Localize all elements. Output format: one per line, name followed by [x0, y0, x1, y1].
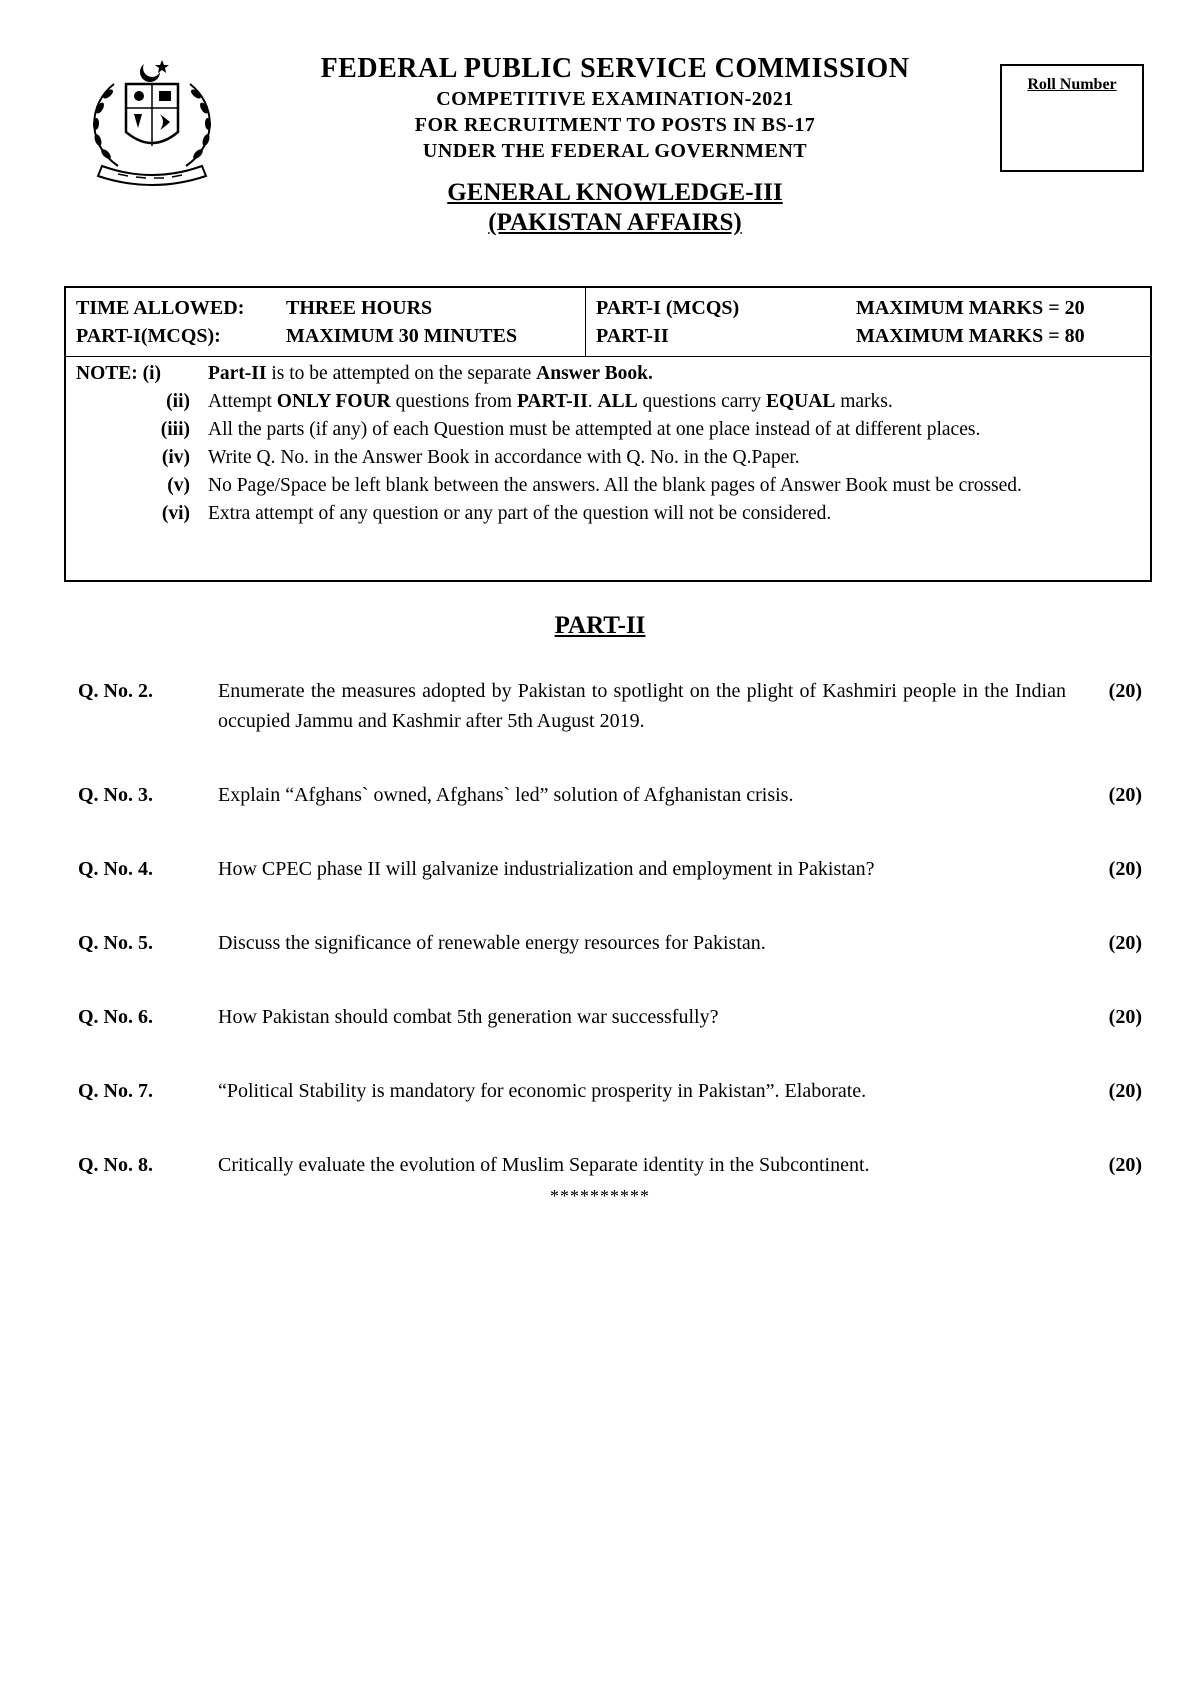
time-cell — [66, 288, 586, 356]
note-text-part: questions carry — [637, 391, 766, 412]
question-row — [78, 854, 1142, 884]
mcq-time-label: PART-I(MCQS): — [76, 325, 221, 347]
note-text-part: . — [587, 391, 598, 412]
note-text: No Page/Space be left blank between the answers. All the blank pages of Answer Book must be crossed. — [208, 475, 1022, 496]
note-item — [76, 388, 1140, 416]
time-marks-row — [66, 288, 1150, 357]
marks-cell — [586, 288, 1150, 356]
note-number — [76, 416, 208, 444]
question-text: “Political Stability is mandatory for economic prosperity in Pakistan”. Elaborate. — [218, 1080, 867, 1102]
note-heading: NOTE: — [76, 363, 138, 384]
note-text-part: marks. — [835, 391, 893, 412]
question-number: Q. No. 3. — [78, 784, 153, 806]
question-text: Explain “Afghans` owned, Afghans` led” solution of Afghanistan crisis. — [218, 784, 794, 806]
end-marker: ********** — [550, 1186, 650, 1206]
question-number: Q. No. 2. — [78, 680, 153, 702]
question-marks: (20) — [1108, 858, 1142, 880]
note-num-1: (i) — [142, 363, 162, 384]
note-text — [208, 388, 1140, 416]
subject-subtitle: (PAKISTAN AFFAIRS) — [488, 209, 742, 236]
mcq-time-value: MAXIMUM 30 MINUTES — [286, 325, 518, 347]
notes-section — [66, 357, 1150, 528]
roll-number-box[interactable] — [1000, 64, 1144, 172]
roll-number-label: Roll Number — [1027, 76, 1117, 93]
note-text: Extra attempt of any question or any part of the question will not be considered. — [208, 503, 832, 524]
question-marks: (20) — [1108, 784, 1142, 806]
note-number — [76, 388, 208, 416]
question-marks: (20) — [1108, 680, 1142, 702]
note-num-6: (vi) — [161, 503, 190, 524]
note-bold: Part-II — [208, 363, 267, 384]
note-bold: ONLY FOUR — [276, 391, 391, 412]
time-allowed-label: TIME ALLOWED: — [76, 297, 245, 319]
question-marks: (20) — [1108, 1080, 1142, 1102]
question-number: Q. No. 8. — [78, 1154, 153, 1176]
note-text — [208, 360, 1140, 388]
note-text-part: Attempt — [208, 391, 277, 412]
question-number: Q. No. 5. — [78, 932, 153, 954]
question-number: Q. No. 6. — [78, 1006, 153, 1028]
questions-list — [78, 676, 1142, 1224]
note-number — [76, 472, 208, 500]
question-marks: (20) — [1108, 1006, 1142, 1028]
note-bold: ALL — [597, 391, 638, 412]
note-num-3: (iii) — [160, 419, 190, 440]
time-allowed-value: THREE HOURS — [286, 297, 433, 319]
subject-title: GENERAL KNOWLEDGE-III — [447, 179, 783, 206]
note-text: Write Q. No. in the Answer Book in accordance with Q. No. in the Q.Paper. — [208, 447, 800, 468]
question-row — [78, 1076, 1142, 1106]
part2-marks: MAXIMUM MARKS = 80 — [856, 325, 1085, 347]
note-number — [76, 500, 208, 528]
question-row — [78, 928, 1142, 958]
question-row — [78, 1002, 1142, 1032]
question-number: Q. No. 7. — [78, 1080, 153, 1102]
question-text: How CPEC phase II will galvanize industrialization and employment in Pakistan? — [218, 858, 875, 880]
question-text: How Pakistan should combat 5th generation war successfully? — [218, 1006, 719, 1028]
note-text: All the parts (if any) of each Question must be attempted at one place instead of at different places. — [208, 419, 981, 440]
question-row — [78, 676, 1142, 736]
note-item — [76, 500, 1140, 528]
note-num-2: (ii) — [166, 391, 190, 412]
note-bold: PART-II — [516, 391, 588, 412]
note-bold: Answer Book. — [536, 363, 653, 384]
part2-label: PART-II — [596, 325, 669, 347]
note-item — [76, 416, 1140, 444]
question-row — [78, 780, 1142, 810]
note-num-5: (v) — [167, 475, 190, 496]
part1-label: PART-I (MCQS) — [596, 297, 740, 319]
question-marks: (20) — [1108, 1154, 1142, 1176]
question-marks: (20) — [1108, 932, 1142, 954]
question-text: Discuss the significance of renewable energy resources for Pakistan. — [218, 932, 766, 954]
instructions-table — [64, 286, 1152, 582]
question-row — [78, 1150, 1142, 1180]
note-text-part: questions from — [390, 391, 517, 412]
note-bold: EQUAL — [766, 391, 836, 412]
part-title: PART-II — [554, 612, 646, 639]
question-text: Critically evaluate the evolution of Muslim Separate identity in the Subcontinent. — [218, 1154, 870, 1176]
note-text-part: is to be attempted on the separate — [266, 363, 537, 384]
note-number — [76, 360, 208, 388]
exam-name: COMPETITIVE EXAMINATION-2021 — [436, 88, 794, 110]
note-item — [76, 472, 1140, 500]
question-number: Q. No. 4. — [78, 858, 153, 880]
note-number — [76, 444, 208, 472]
government-line: UNDER THE FEDERAL GOVERNMENT — [422, 140, 808, 162]
note-item — [76, 444, 1140, 472]
note-item — [76, 360, 1140, 388]
question-text: Enumerate the measures adopted by Pakistan to spotlight on the plight of Kashmiri people in the Indian occupied Jammu and Kashmir after 5th August 2019. — [218, 680, 1066, 732]
note-num-4: (iv) — [161, 447, 190, 468]
part1-marks: MAXIMUM MARKS = 20 — [856, 297, 1085, 319]
recruitment-line: FOR RECRUITMENT TO POSTS IN BS-17 — [414, 114, 816, 136]
organization-name: FEDERAL PUBLIC SERVICE COMMISSION — [320, 53, 910, 84]
